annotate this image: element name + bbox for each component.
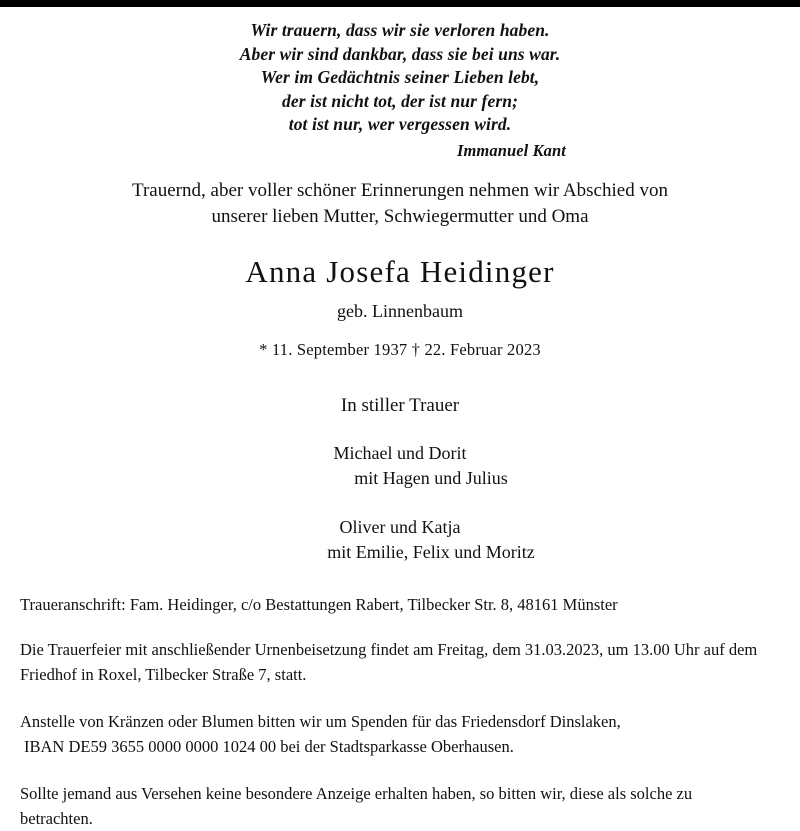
quote-author: Immanuel Kant [456, 140, 566, 160]
donation-line-1: Anstelle von Kränzen oder Blumen bitten wir um Spenden für das Friedensdorf Dinslaken, [20, 712, 621, 731]
intro-line-1: Trauernd, aber voller schöner Erinnerungen nehmen wir Abschied von [132, 180, 668, 201]
mourning-address: Traueranschrift: Fam. Heidinger, c/o Bestattungen Rabert, Tilbecker Str. 8, 48161 Münster [20, 595, 618, 614]
quote-block [18, 19, 782, 162]
notice-line-2: betrachten. [20, 809, 93, 828]
deceased-maiden-name: geb. Linnenbaum [337, 301, 463, 321]
mourner-group-names: Oliver und Katja [339, 517, 461, 537]
mourner-group-children: mit Hagen und Julius [354, 468, 508, 488]
quote-line-4: der ist nicht tot, der ist nur fern; [282, 90, 518, 111]
notice-line-1: Sollte jemand aus Versehen keine besondere Anzeige erhalten haben, so bitten wir, diese als solche zu [20, 784, 693, 803]
mourner-group [18, 441, 782, 491]
obituary-content [0, 7, 800, 831]
deceased-name: Anna Josefa Heidinger [245, 254, 555, 289]
ceremony-line-1: Die Trauerfeier mit anschließender Urnenbeisetzung findet am Freitag, dem 31.03.2023, um 13.00 Uhr auf dem [20, 640, 758, 659]
quote-line-2: Aber wir sind dankbar, dass sie bei uns war. [239, 43, 561, 64]
quote-line-1: Wir trauern, dass wir sie verloren haben. [250, 20, 550, 40]
donation-info [18, 709, 782, 759]
deceased-dates: * 11. September 1937 † 22. Februar 2023 [259, 340, 541, 359]
intro-text [18, 178, 782, 230]
mourner-group-names: Michael und Dorit [333, 443, 467, 463]
donation-line-2: IBAN DE59 3655 0000 0000 1024 00 bei der Stadtsparkasse Oberhausen. [24, 737, 514, 756]
mourner-group [18, 515, 782, 565]
ceremony-info [18, 637, 782, 687]
mourners-heading: In stiller Trauer [340, 395, 460, 416]
quote-line-3: Wer im Gedächtnis seiner Lieben lebt, [260, 67, 540, 87]
quote-line-5: tot ist nur, wer vergessen wird. [288, 114, 512, 134]
mourner-group-children: mit Emilie, Felix und Moritz [327, 542, 535, 562]
top-border-rule [0, 0, 800, 7]
notice-info [18, 781, 782, 831]
intro-line-2: unserer lieben Mutter, Schwiegermutter und Oma [211, 206, 589, 227]
ceremony-line-2: Friedhof in Roxel, Tilbecker Straße 7, statt. [20, 665, 307, 684]
